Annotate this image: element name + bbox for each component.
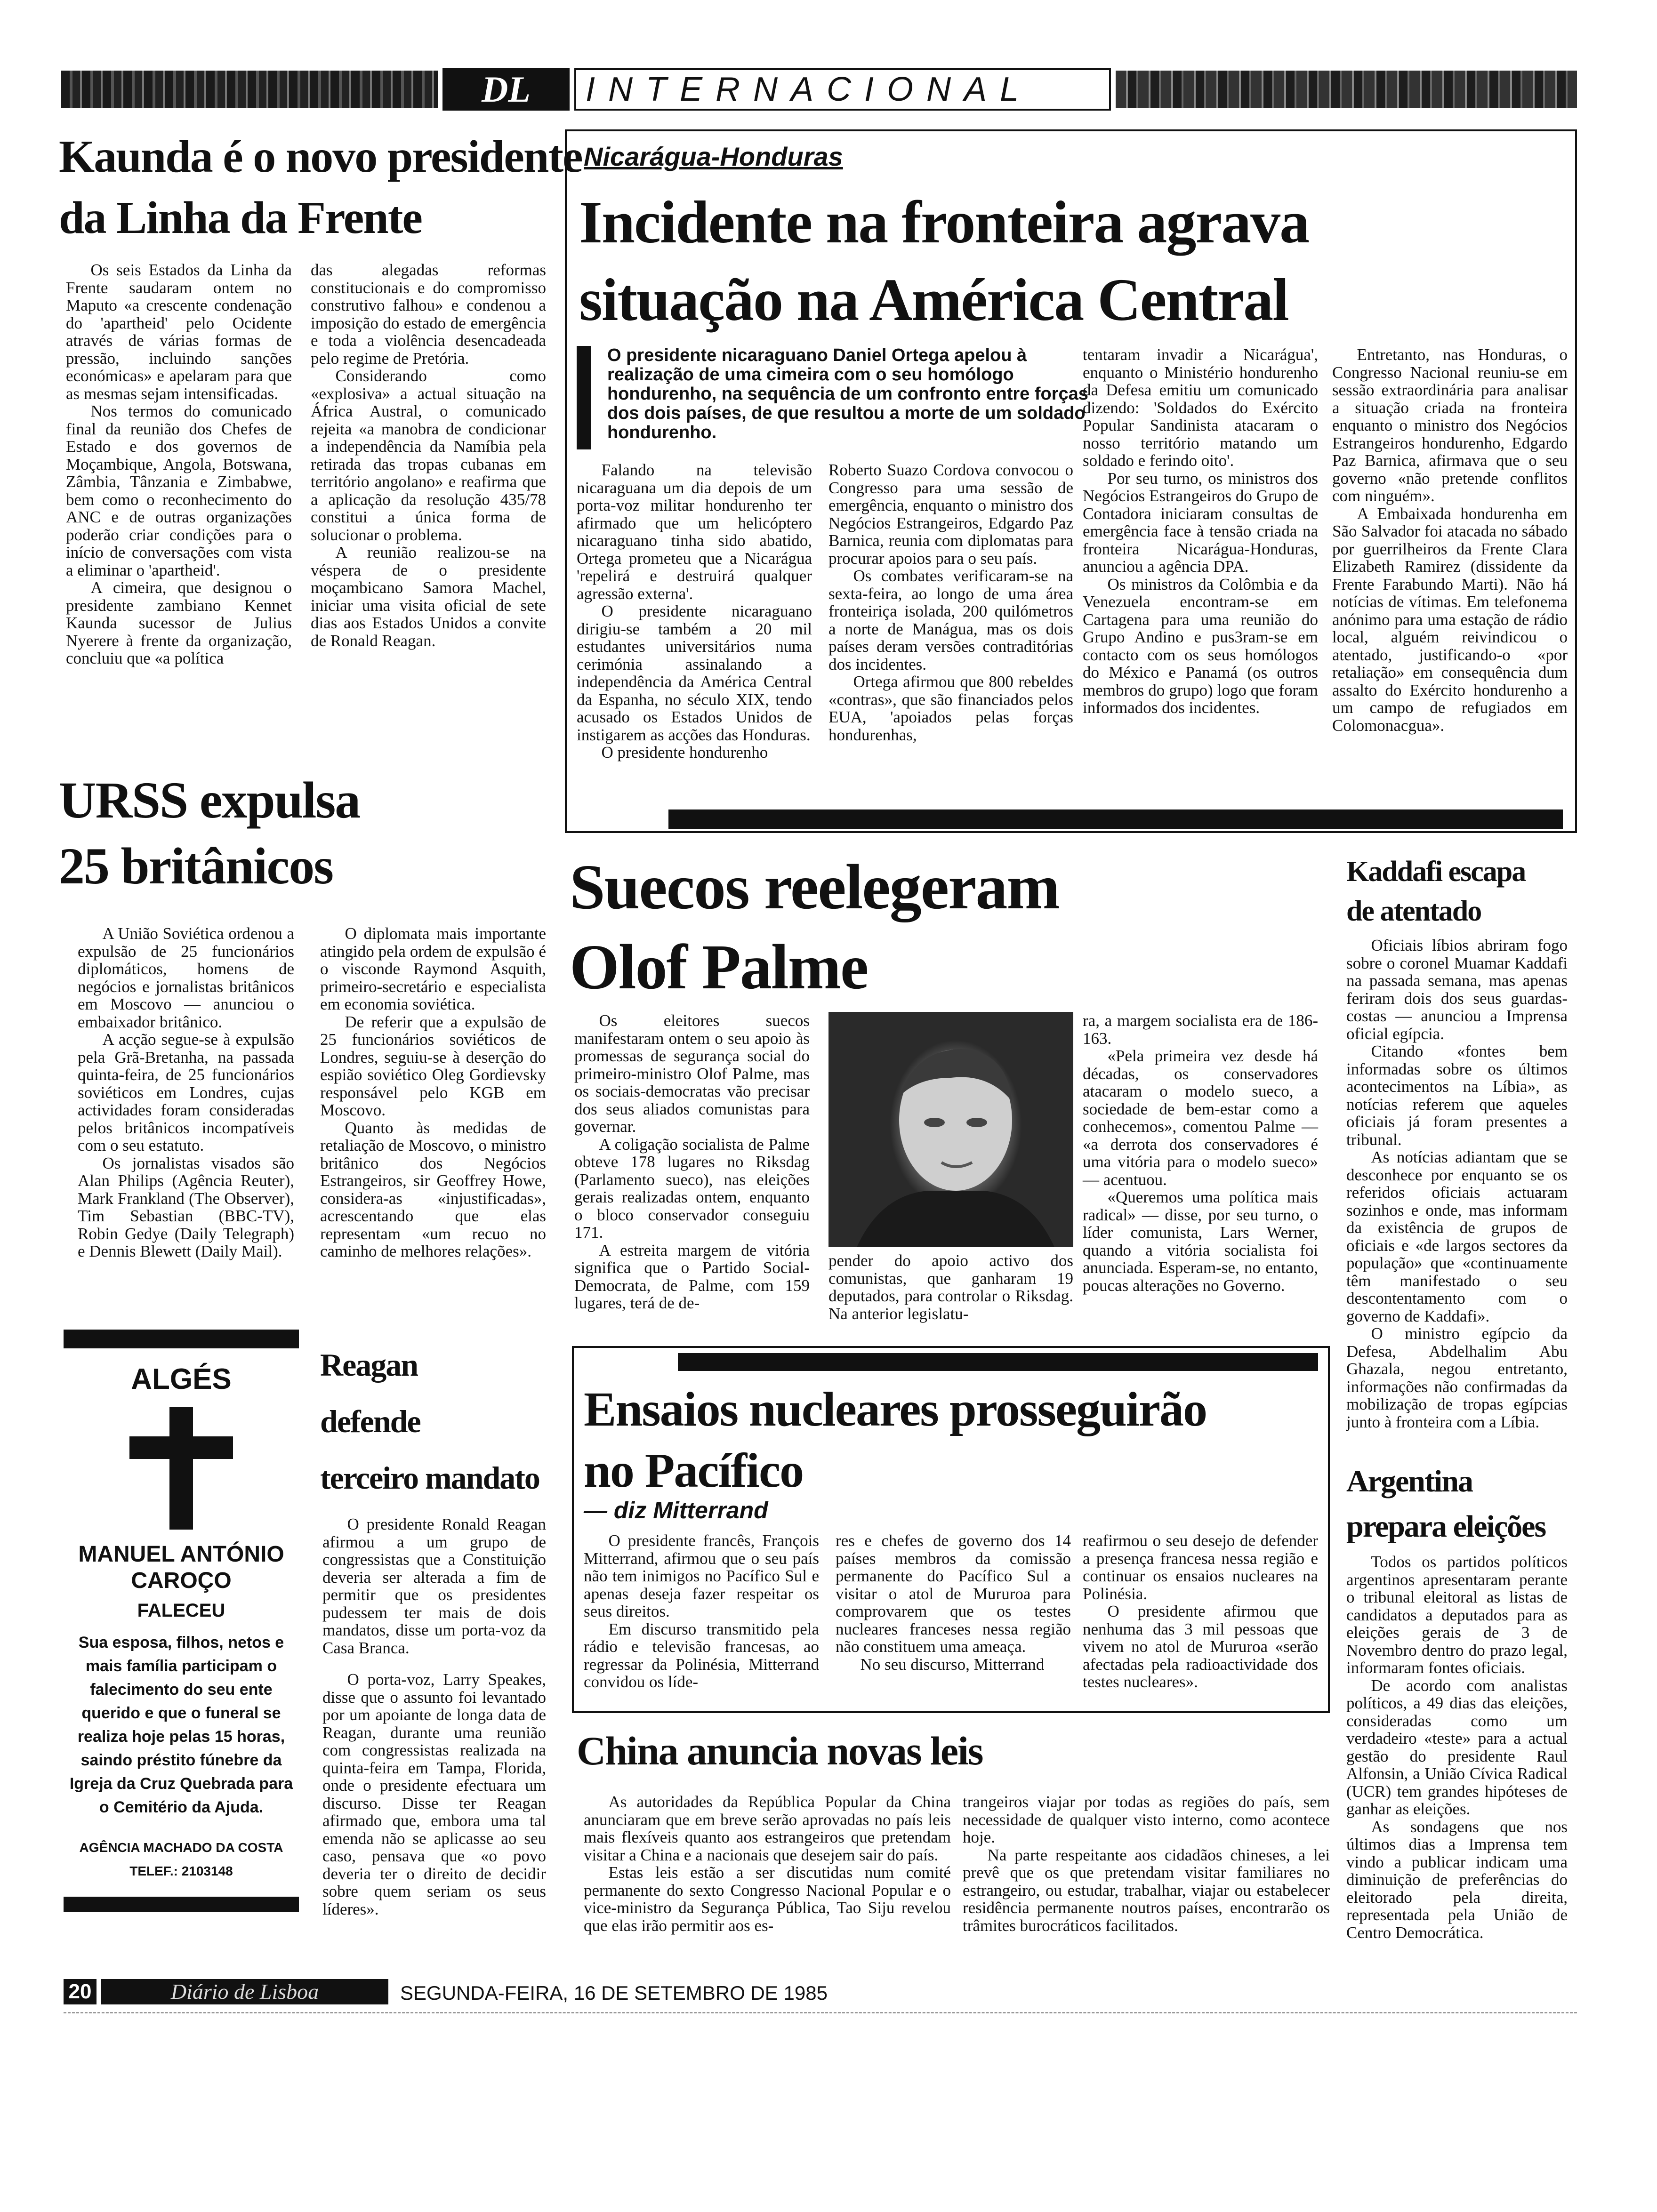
urss-column-2 [320,925,546,1260]
nicaragua-lead-bar [577,346,591,449]
suecos-column-1 [574,1012,810,1312]
nicaragua-paragraph: tentaram invadir a Nicarágua', enquanto o Ministério hondurenho da Defesa emitiu um comunicado dizendo: 'Soldados do Exército Popular Sandinista atacaram o nosso território matando um soldado e ferindo oito'. [1083,345,1318,470]
nicaragua-paragraph: A Embaixada hondurenha em São Salvador foi atacada no sábado por guerrilheiros da Frente Clara Elizabeth Ramirez (dissidente da Frente Farabundo Marti). Não há notícias de vítimas. Em telefonema anónimo para uma estação de rádio local, alguém reivindicou o atentado, justificando-o «por retaliação» em consequência dum assalto do Exército hondurenho a um campo de refugiados em Colomonacgua». [1332,504,1568,735]
suecos-paragraph: «Queremos uma política mais radical» — disse, por seu turno, o líder comunista, Lars Werner, quando a vitória socialista foi anunciada. Esperam-se, no entanto, poucas alterações no Governo. [1083,1188,1318,1295]
reagan-paragraph: O presidente Ronald Reagan afirmou a um grupo de congressistas que a Constituição deveria ser alterada a fim de permitir que os presidentes pudessem ter mais de dois mandatos, disse um porta-voz da Casa Branca. [322,1515,546,1657]
nicaragua-paragraph: Entretanto, nas Honduras, o Congresso Nacional reuniu-se em sessão extraordinária para analisar a situação criada na fronteira enquanto o ministro dos Negócios Estrangeiros hondurenho, Edgardo Paz Barnica, afirmava que o seu governo «não pretende conflitos com ninguém». [1332,345,1568,505]
footer-page-number: 20 [64,1979,97,2004]
ensaios-column-3 [1083,1532,1318,1691]
suecos-paragraph: ra, a margem socialista era de 186-163. [1083,1011,1318,1048]
reagan-paragraph: O porta-voz, Larry Speakes, disse que o assunto foi levantado por um apoiante de longa data de Reagan, durante uma reunião com congressistas realizada na quinta-feira em Tampa, Florida, onde o presidente efectuara um discurso. Disse ter Reagan afirmado que, embora uma tal emenda não se aplicasse ao seu caso, pensava que «o povo deveria ter o direito de decidir sobre quem seriam os seus líderes». [322,1670,546,1918]
china-headline: China anuncia novas leis [577,1728,983,1773]
reagan-headline-line3: terceiro mandato [320,1460,539,1496]
nicaragua-column-1 [577,461,812,761]
suecos-column-3 [1083,1012,1318,1294]
kaunda-headline-line2: da Linha da Frente [59,192,422,243]
masthead [61,66,1577,113]
ensaios-paragraph: O presidente francês, François Mitterrand, afirmou que o seu país não tem inimigos no Pacífico Sul e apenas deseja fazer respeitar os seus direitos. [584,1531,819,1620]
ensaios-column-1 [584,1532,819,1691]
footer-rule [64,2012,1577,2013]
olof-palme-photo [828,1012,1073,1247]
reagan-body [322,1515,546,1918]
kaunda-headline [59,126,582,248]
nicaragua-paragraph: O presidente nicaraguano dirigiu-se também a 20 mil estudantes universitários numa cerimónia assinalando a independência da América Central da Espanha, no século XIX, tendo acusado os Estados Unidos de instigarem as acções das Honduras. [577,602,812,744]
obituary-bottom-bar [64,1897,299,1912]
kaddafi-headline-line2: de atentado [1346,895,1481,927]
argentina-body [1346,1553,1568,1941]
portrait-silhouette-icon [828,1012,1073,1247]
nicaragua-headline-line2: situação na América Central [579,266,1288,333]
china-paragraph: trangeiros viajar por todas as regiões do país, sem necessidade de qualquer visto interno, como acontece hoje. [963,1793,1330,1846]
kaddafi-paragraph: Citando «fontes bem informadas sobre os últimos acontecimentos na Líbia», as notícias referem que aqueles oficiais já foram presentes a tribunal. [1346,1042,1568,1149]
suecos-headline [570,847,1059,1007]
ensaios-paragraph: Em discurso transmitido pela rádio e televisão francesas, ao regressar da Polinésia, Mitterrand convidou os líde- [584,1619,819,1691]
obituary-name-line2: CAROÇO [131,1568,232,1593]
argentina-headline-line2: prepara eleições [1346,1509,1546,1544]
obituary-top-bar [64,1330,299,1348]
nicaragua-paragraph: Ortega afirmou que 800 rebeldes «contras», que são financiados pelos EUA, 'apoiados pelas forças hondurenhas, [828,673,1073,744]
china-column-2 [963,1793,1330,1934]
cross-icon [129,1407,233,1530]
suecos-headline-line1: Suecos reelegeram [570,852,1059,922]
argentina-headline [1346,1459,1545,1549]
urss-paragraph: Quanto às medidas de retaliação de Moscovo, o ministro britânico dos Negócios Estrangeiros, sir Geoffrey Howe, considera-as «injustificadas», acrescentando que elas representam «um recuo no caminho de melhores relações». [320,1118,546,1260]
kaunda-column-1 [66,261,292,667]
obituary-name-line1: MANUEL ANTÓNIO [78,1542,284,1567]
ensaios-paragraph: reafirmou o seu desejo de defender a presença francesa nessa região e continuar os ensaios nucleares na Polinésia. [1083,1531,1318,1603]
suecos-headline-line2: Olof Palme [570,932,868,1002]
china-paragraph: As autoridades da República Popular da China anunciaram que em breve serão aprovadas no país leis mais flexíveis quanto aos estrangeiros que pretendam visitar a China e a nacionais que desejem sair do país. [584,1793,951,1864]
masthead-right-band [1116,71,1577,108]
footer-date: SEGUNDA-FEIRA, 16 DE SETEMBRO DE 1985 [400,1982,828,2004]
china-column-1 [584,1793,951,1934]
urss-paragraph: A acção segue-se à expulsão pela Grã-Bretanha, na passada quinta-feira, de 25 funcionários soviéticos em Londres, cujas actividades foram consideradas pelos britânicos incompatíveis com o seu estatuto. [78,1030,294,1154]
argentina-paragraph: De acordo com analistas políticos, a 49 dias das eleições, consideradas como um verdadeiro «teste» para a actual gestão do presidente Raul Alfonsin, a União Cívica Radical (UCR) tem grandes hipóteses de ganhar as eleições. [1346,1676,1568,1818]
ensaios-headline [584,1379,1207,1501]
argentina-paragraph: Todos os partidos políticos argentinos apresentaram perante o tribunal eleitoral as listas de candidatos a deputados para as eleições gerais de 3 de Novembro dentro do prazo legal, informaram fontes oficiais. [1346,1553,1568,1677]
kaddafi-paragraph: Oficiais líbios abriram fogo sobre o coronel Muamar Kaddafi na passada semana, mas apenas feriram dois dos seus guardas-costas — anunciou a Imprensa oficial egípcia. [1346,936,1568,1043]
kaunda-paragraph: Os seis Estados da Linha da Frente saudaram ontem no Maputo «a crescente condenação do 'apartheid' pelo Ocidente através de várias formas de pressão, incluindo sanções económicas» e apelaram para que as mesmas sejam intensificadas. [66,261,292,403]
nicaragua-bottom-bar [668,809,1563,829]
obituary-faleceu: FALECEU [137,1600,225,1621]
suecos-paragraph: Os eleitores suecos manifestaram ontem o seu apoio às promessas de segurança social do primeiro-ministro Olof Palme, mas os sociais-democratas vão precisar dos seus aliados comunistas para governar. [574,1011,810,1136]
suecos-paragraph: A estreita margem de vitória significa que o Partido Social-Democrata, de Palme, com 159 lugares, terá de de- [574,1241,810,1312]
masthead-logo: DL [442,68,570,111]
ensaios-paragraph: No seu discurso, Mitterrand [860,1655,1045,1674]
kaunda-paragraph: Considerando como «explosiva» a actual situação na África Austral, o comunicado rejeita «a manobra de condicionar a independência da Namíbia pela retirada das tropas cubanas em território angolano» e reafirma que a aplicação da resolução 435/78 constitui a única forma de solucionar o problema. [311,367,546,544]
nicaragua-kicker: Nicarágua-Honduras [584,142,843,171]
reagan-headline-line2: defende [320,1403,420,1439]
kaunda-column-2 [311,261,546,649]
nicaragua-paragraph: Por seu turno, os ministros dos Negócios Estrangeiros do Grupo de Contadora iniciaram consultas de emergência face à tensão criada na fronteira Nicarágua-Honduras, anunciou a agência DPA. [1083,469,1318,576]
kaunda-paragraph: das alegadas reformas constitucionais e do compromisso construtivo falhou» e condenou a imposição do estado de emergência e toda a violência desencadeada pelo regime de Pretória. [311,261,546,368]
nicaragua-column-4 [1332,346,1568,734]
masthead-section: INTERNACIONAL [574,68,1111,111]
suecos-paragraph: «Pela primeira vez desde há décadas, os conservadores atacaram o modelo sueco, a sociedade de bem-estar como a conhecemos», comentou Palme — «a derrota dos conservadores é uma vitória para o modelo sueco» — acentuou. [1083,1047,1318,1189]
nicaragua-column-3 [1083,346,1318,717]
urss-headline [59,767,360,899]
nicaragua-paragraph: Falando na televisão nicaraguana um dia depois de um porta-voz militar hondurenho ter afirmado que um helicóptero nicaraguano tinha sido abatido, Ortega prometeu que a Nicarágua 'repelirá e destruirá qualquer agressão externa'. [577,461,812,603]
reagan-headline-line1: Reagan [320,1347,418,1383]
nicaragua-lead: O presidente nicaraguano Daniel Ortega apelou à realização de uma cimeira com o seu homólogo hondurenho, na sequência de um confronto entre forças dos dois países, de que resultou a morte de um soldado hondurenho. [607,345,1088,442]
nicaragua-paragraph: Os ministros da Colômbia e da Venezuela encontram-se em Cartagena para uma reunião do Grupo Andino e pus3ram-se em contacto com os seus homólogos do México e Panamá (os outros membros do grupo) logo que foram informados dos incidentes. [1083,575,1318,717]
urss-paragraph: O diplomata mais importante atingido pela ordem de expulsão é o visconde Raymond Asquith, primeiro-secretário e especialista em economia soviética. [320,924,546,1013]
urss-headline-line2: 25 britânicos [59,837,333,895]
footer-paper-name: Diário de Lisboa [101,1979,388,2004]
kaunda-paragraph: A reunião realizou-se na véspera de o presidente moçambicano Samora Machel, iniciar uma visita oficial de sete dias aos Estados Unidos a convite de Ronald Reagan. [311,543,546,650]
suecos-photo-caption-text: pender do apoio activo dos comunistas, que ganharam 19 deputados, para controlar o Riksdag. Na anterior legislatu- [828,1251,1073,1323]
argentina-paragraph: As sondagens que nos últimos dias a Imprensa tem vindo a publicar indicam uma diminuição de preferências do eleitorado pela direita, representada pela União de Centro Democrática. [1346,1817,1568,1942]
obituary-name [64,1541,299,1594]
masthead-left-band [61,71,438,108]
ensaios-headline-line1: Ensaios nucleares prosseguirão [584,1382,1207,1436]
kaddafi-headline-line1: Kaddafi escapa [1346,856,1526,888]
nicaragua-paragraph: Os combates verificaram-se na sexta-feira, ao longo de uma área fronteiriça isolada, 200 quilómetros a norte de Manágua, mas os dois países deram versões contraditórias dos incidentes. [828,567,1073,673]
nicaragua-paragraph: Roberto Suazo Cordova convocou o Congresso para uma sessão de emergência, enquanto o ministro dos Negócios Estrangeiros, Edgardo Paz Barnica, reunia com diplomatas para procurar apoios para o seu país. [828,461,1073,568]
ensaios-top-bar [678,1353,1318,1371]
nicaragua-headline [579,184,1309,339]
nicaragua-headline-line1: Incidente na fronteira agrava [579,189,1309,256]
obituary-text: Sua esposa, filhos, netos e mais família participam o falecimento do seu ente querido e que o funeral se realiza hoje pelas 15 horas, saindo préstito fúnebre da Igreja da Cruz Quebrada para o Cemitério da Ajuda. [69,1634,293,1816]
obituary-phone: TELEF.: 2103148 [129,1864,233,1878]
obituary-agency: AGÊNCIA MACHADO DA COSTA [79,1840,283,1855]
urss-column-1 [78,925,294,1260]
kaddafi-body [1346,937,1568,1431]
nicaragua-paragraph: O presidente hondurenho [601,743,768,761]
ensaios-headline-line2: no Pacífico [584,1443,804,1498]
reagan-headline [320,1337,539,1506]
ensaios-paragraph: res e chefes de governo dos 14 países membros da comissão permanente do Pacífico Sul a visitar o atol de Mururoa para comprovarem que os testes nucleares franceses nessa região não constituem uma ameaça. [836,1531,1071,1656]
nicaragua-column-2 [828,461,1073,744]
ensaios-paragraph: O presidente afirmou que nenhuma das 3 mil pessoas que vivem no atol de Mururoa «serão afectadas pela radioactividade dos testes nucleares». [1083,1602,1318,1691]
china-paragraph: Estas leis estão a ser discutidas num comité permanente do sexto Congresso Nacional Popular e o vice-ministro da Segurança Pública, Tao Siju revelou que elas irão permitir aos es- [584,1863,951,1935]
argentina-headline-line1: Argentina [1346,1464,1472,1499]
ensaios-column-2 [836,1532,1071,1673]
kaunda-paragraph: Nos termos do comunicado final da reunião dos Chefes de Estado e dos governos de Moçambique, Angola, Botswana, Zâmbia, Tânzania e Zimbabwe, bem como o reconhecimento do ANC e de outras organizações poderão criar condições para o início de conversações com vista a eliminar o 'apartheid'. [66,402,292,579]
china-paragraph: Na parte respeitante aos cidadãos chineses, a lei prevê que os que pretendam visitar familiares no estrangeiro, ou estudar, trabalhar, viajar ou estabelecer residência permanente noutros países, encontrarão os trâmites burocráticos facilitados. [963,1845,1330,1935]
urss-headline-line1: URSS expulsa [59,771,360,829]
suecos-paragraph: A coligação socialista de Palme obteve 178 lugares no Riksdag (Parlamento sueco), nas eleições gerais realizadas ontem, enquanto o bloco conservador conseguiu 171. [574,1135,810,1242]
kaunda-headline-line1: Kaunda é o novo presidente [59,131,582,182]
kaunda-paragraph: A cimeira, que designou o presidente zambiano Kennet Kaunda sucessor de Julius Nyerere à frente da organização, concluiu que «a política [66,578,292,667]
urss-paragraph: A União Soviética ordenou a expulsão de 25 funcionários diplomáticos, homens de negócios e jornalistas britânicos em Moscovo — anunciou o embaixador britânico. [78,924,294,1031]
ensaios-subtitle: — diz Mitterrand [584,1497,768,1523]
kaddafi-paragraph: O ministro egípcio da Defesa, Abdelhalim Abu Ghazala, negou entretanto, informações não confirmadas da mobilização de tropas egípcias junto à fronteira com a Líbia. [1346,1324,1568,1431]
kaddafi-headline [1346,852,1525,931]
urss-paragraph: Os jornalistas visados são Alan Philips (Agência Reuter), Mark Frankland (The Observer), Tim Sebastian (BBC-TV), Robin Gedye (Daily Telegraph) e Dennis Blewett (Daily Mail). [78,1154,294,1260]
obituary-place: ALGÉS [131,1363,232,1395]
kaddafi-paragraph: As notícias adiantam que se desconhece por enquanto se os referidos oficiais actuaram sozinhos e onde, mas informam da existência de grupos de oficiais e «de largos sectores da população» que «continuamente têm manifestado o seu descontentamento com o governo de Kaddafi». [1346,1148,1568,1325]
urss-paragraph: De referir que a expulsão de 25 funcionários soviéticos de Londres, seguiu-se à deserção do espião soviético Oleg Gordievsky responsável pelo KGB em Moscovo. [320,1012,546,1119]
